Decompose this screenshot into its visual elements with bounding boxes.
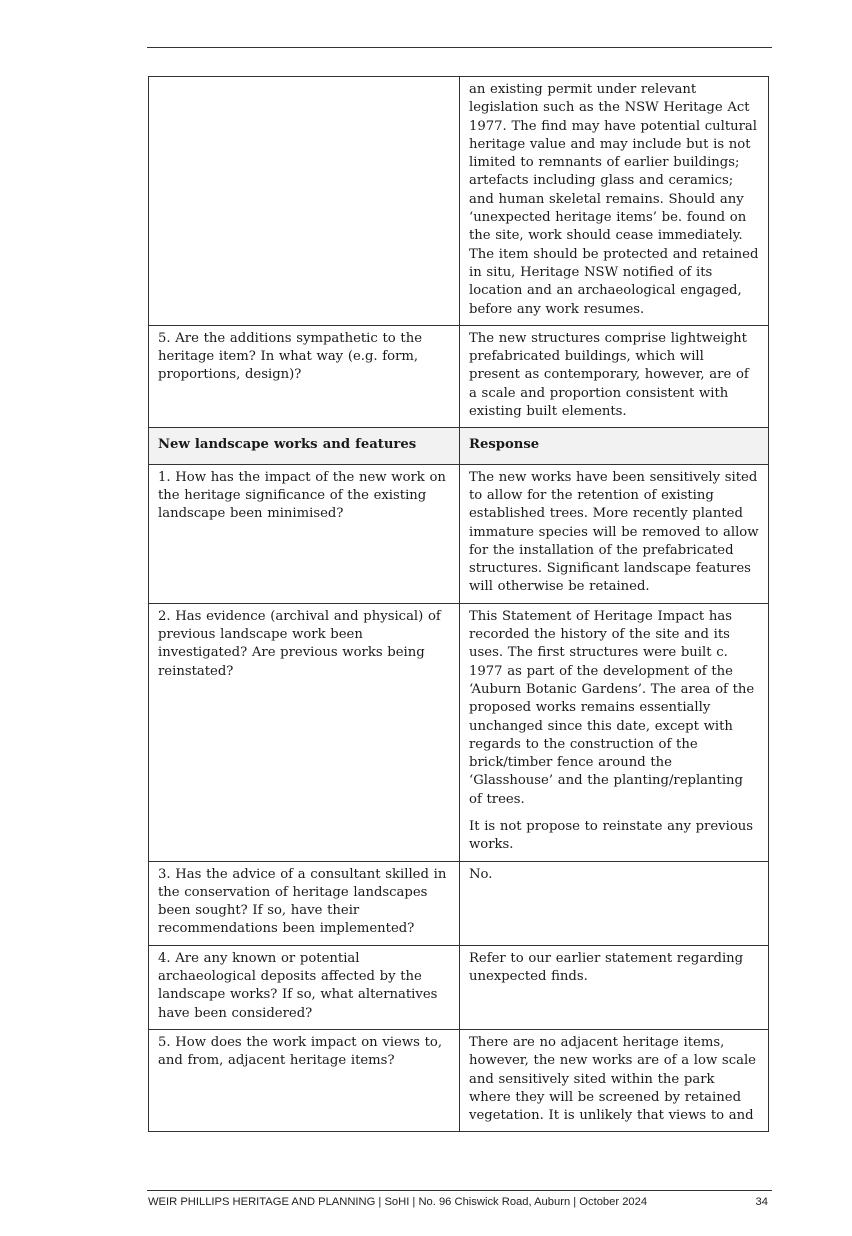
question-cell: 4. Are any known or potential archaeological deposits affected by the landscape works? If so, what alternatives have been considered? <box>149 945 460 1029</box>
response-cell <box>460 861 769 945</box>
response-paragraph: The new works have been sensitively sited to allow for the retention of existing established trees. More recently planted immature species will be removed to allow for the installation of the prefabricated structures. Significant landscape features will otherwise be retained. <box>469 469 759 595</box>
response-cell <box>460 77 769 326</box>
response-paragraph: There are no adjacent heritage items, however, the new works are of a low scale and sensitively sited within the park where they will be screened by retained vegetation. It is unlikely that views to and <box>469 1034 756 1124</box>
response-cell <box>460 603 769 861</box>
table-row <box>149 77 769 326</box>
question-cell: 5. How does the work impact on views to, and from, adjacent heritage items? <box>149 1029 460 1131</box>
table-row <box>149 1029 769 1131</box>
response-cell <box>460 1029 769 1131</box>
response-paragraph: The new structures comprise lightweight prefabricated buildings, which will present as contemporary, however, are of a scale and proportion consistent with existing built elements. <box>469 330 749 420</box>
table-header-row <box>149 428 769 464</box>
table-row <box>149 325 769 427</box>
question-cell: 3. Has the advice of a consultant skilled in the conservation of heritage landscapes been sought? If so, have their recommendations been implemented? <box>149 861 460 945</box>
response-cell <box>460 464 769 603</box>
page-number: 34 <box>755 1196 768 1208</box>
footer-text: WEIR PHILLIPS HERITAGE AND PLANNING | SoHI | No. 96 Chiswick Road, Auburn | October 2024 <box>148 1196 648 1208</box>
response-paragraph: No. <box>469 866 493 882</box>
response-paragraph: It is not propose to reinstate any previous works. <box>469 818 754 853</box>
response-paragraph: an existing permit under relevant legislation such as the NSW Heritage Act 1977. The find may have potential cultural heritage value and may include but is not limited to remnants of earlier buildings; artefacts including glass and ceramics; and human skeletal remains. Should any ‘unexpected heritage items’ be. found on the site, work should cease immediately. The item should be protected and retained in situ, Heritage NSW notified of its location and an archaeological engaged, before any work resumes. <box>469 82 759 317</box>
response-paragraph: This Statement of Heritage Impact has recorded the history of the site and its uses. The first structures were built c. 1977 as part of the development of the ‘Auburn Botanic Gardens’. The area of the proposed works remains essentially unchanged since this date, except with regards to the construction of the brick/timber fence around the ‘Glasshouse’ and the planting/replanting of trees. <box>469 608 755 807</box>
response-paragraph: Response <box>469 437 540 453</box>
header-response-cell <box>460 428 769 464</box>
question-cell: 5. Are the additions sympathetic to the heritage item? In what way (e.g. form, proportions, design)? <box>149 325 460 427</box>
question-cell: 1. How has the impact of the new work on the heritage significance of the existing landscape been minimised? <box>149 464 460 603</box>
table-row <box>149 603 769 861</box>
heritage-impact-table <box>148 76 769 1132</box>
question-cell <box>149 77 460 326</box>
response-cell <box>460 325 769 427</box>
question-cell: 2. Has evidence (archival and physical) of previous landscape work been investigated? Are previous works being reinstated? <box>149 603 460 861</box>
response-paragraph: Refer to our earlier statement regarding unexpected finds. <box>469 950 744 985</box>
header-question-cell: New landscape works and features <box>149 428 460 464</box>
table-row <box>149 464 769 603</box>
response-cell <box>460 945 769 1029</box>
table-row <box>149 861 769 945</box>
table-body <box>149 77 769 1132</box>
footer-rule <box>147 1190 772 1191</box>
table-row <box>149 945 769 1029</box>
header-rule <box>147 47 772 48</box>
